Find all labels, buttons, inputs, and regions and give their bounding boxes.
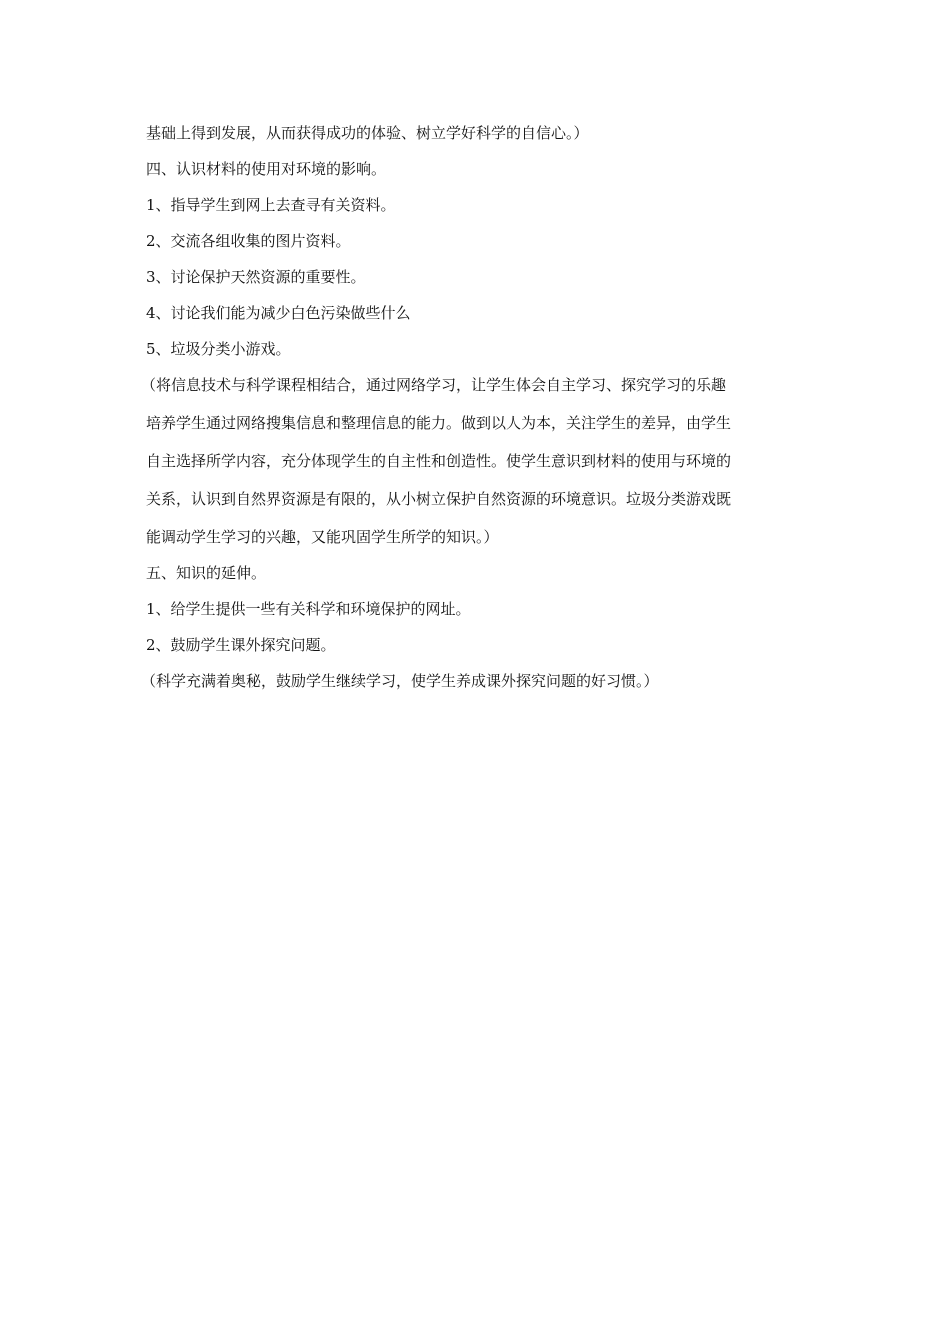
- paragraph-line: 能调动学生学习的兴趣，又能巩固学生所学的知识。）: [146, 528, 499, 546]
- section-heading: 五、知识的延伸。: [146, 564, 267, 582]
- section-heading: 四、认识材料的使用对环境的影响。: [146, 160, 387, 178]
- list-item: 3、讨论保护天然资源的重要性。: [146, 268, 366, 286]
- paragraph-line: 关系，认识到自然界资源是有限的，从小树立保护自然资源的环境意识。垃圾分类游戏既: [146, 490, 732, 508]
- paragraph-line: 培养学生通过网络搜集信息和整理信息的能力。做到以人为本，关注学生的差异，由学生: [146, 414, 732, 432]
- commentary-line: （科学充满着奥秘，鼓励学生继续学习，使学生养成课外探究问题的好习惯。）: [141, 672, 659, 690]
- document-body: [141, 122, 816, 692]
- list-item: 1、给学生提供一些有关科学和环境保护的网址。: [146, 600, 471, 618]
- list-item: 1、指导学生到网上去查寻有关资料。: [146, 196, 396, 214]
- text-line: 基础上得到发展，从而获得成功的体验、树立学好科学的自信心。）: [146, 124, 589, 142]
- list-item: 4、讨论我们能为减少白色污染做些什么: [146, 304, 411, 322]
- list-item: 5、垃圾分类小游戏。: [146, 340, 291, 358]
- paragraph-line: （将信息技术与科学课程相结合，通过网络学习，让学生体会自主学习、探究学习的乐趣: [141, 376, 727, 394]
- commentary-paragraph: [141, 374, 816, 548]
- list-item: 2、鼓励学生课外探究问题。: [146, 636, 336, 654]
- paragraph-line: 自主选择所学内容，充分体现学生的自主性和创造性。使学生意识到材料的使用与环境的: [146, 452, 732, 470]
- list-item: 2、交流各组收集的图片资料。: [146, 232, 351, 250]
